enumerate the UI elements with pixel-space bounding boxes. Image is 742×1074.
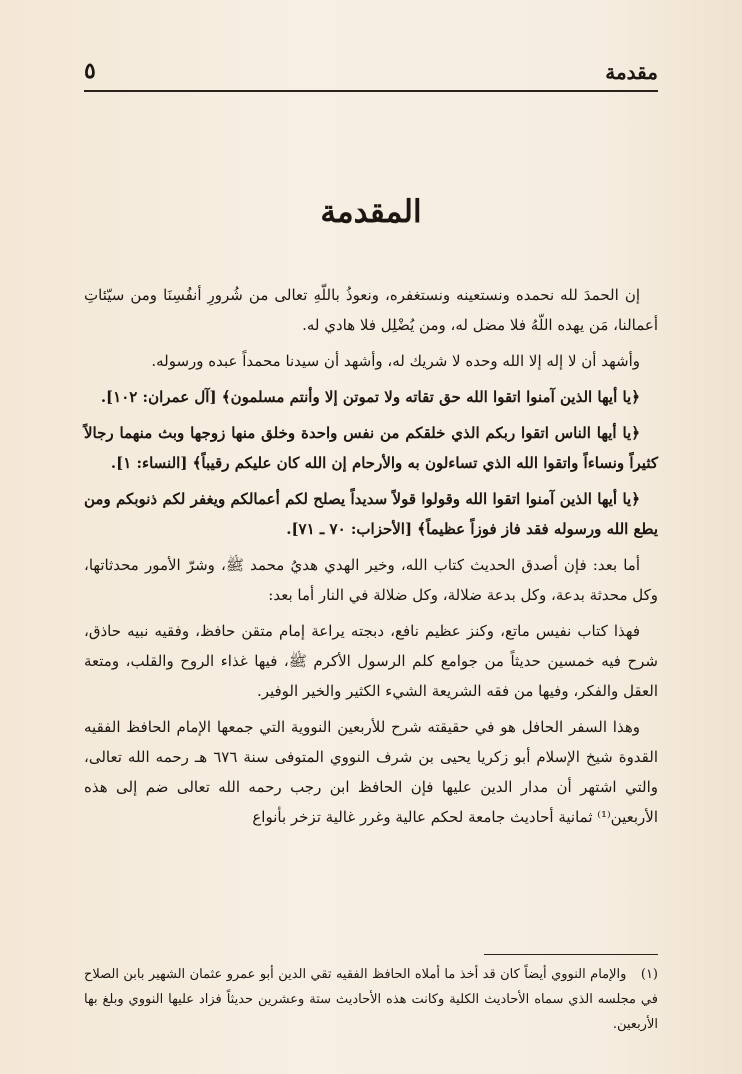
quran-verse-al-ahzab: ﴿يا أيها الذين آمنوا اتقوا الله وقولوا قولاً سديداً يصلح لكم أعمالكم ويغفر لكم ذنوبكم ومن يطع الله ورسوله فقد فاز فوزاً عظيماً﴾ [الأحزاب: ٧٠ ـ ٧١]. [84, 490, 658, 538]
footnote-marker: (١) [640, 967, 658, 982]
paragraph-arbaeen: وهذا السفر الحافل هو في حقيقته شرح للأربعين النووية التي جمعها الإمام الحافظ الفقيه القدوة شيخ الإسلام أبو زكريا يحيى بن شرف النووي المتوفى سنة ٦٧٦ هـ رحمه الله تعالى، والتي اشتهر أن مدار الدين عليها فإن الحافظ ابن رجب رحمه الله تعالى ضم إلى هذه الأربعين⁽¹⁾ ثمانية أحاديث جامعة لحكم عالية وغرر غالية تزخر بأنواع [84, 718, 659, 826]
paragraph-amma-bad: أما بعد: فإن أصدق الحديث كتاب الله، وخير الهدي هديُ محمد ﷺ، وشرّ الأمور محدثاتها، وكل محدثة بدعة، وكل بدعة ضلالة، وكل ضلالة في النار أما بعد: [84, 556, 658, 604]
footnote [84, 962, 658, 1037]
quran-verse-an-nisa: ﴿يا أيها الناس اتقوا ربكم الذي خلقكم من نفس واحدة وخلق منها زوجها وبث منهما رجالاً كثيراً ونساءاً واتقوا الله الذي تساءلون به والأرحام إن الله كان عليكم رقيباً﴾ [النساء: ١]. [84, 424, 658, 472]
paragraph-opening-praise: إن الحمدَ لله نحمده ونستعينه ونستغفره، ونعوذُ باللّهِ تعالى من شُرورِ أنفُسِنَا ومن سيّئاتِ أعمالنا، مَن يهده اللّهُ فلا مضل له، ومن يُضْلِل فلا هادي له. [84, 286, 658, 334]
chapter-title: المقدمة [320, 194, 422, 230]
quran-verse-al-imran: ﴿يا أيها الذين آمنوا اتقوا الله حق تقاته ولا تموتن إلا وأنتم مسلمون﴾ [آل عمران: ١٠٢]. [100, 388, 640, 406]
main-text [84, 280, 658, 838]
page-header [84, 54, 658, 92]
footnote-text: والإمام النووي أيضاً كان قد أخذ ما أملاه الحافظ الفقيه تقي الدين أبو عمرو عثمان الشهير بابن الصلاح في مجلسه الذي سماه الأحاديث الكلية وكانت هذه الأحاديث ستة وعشرين حديثاً فزاد عليها النووي وبلغ بها الأربعين. [84, 967, 658, 1032]
running-title: مقدمة [605, 60, 658, 84]
paragraph-book-description: فهذا كتاب نفيس ماتع، وكنز عظيم نافع، دبجته يراعة إمام متقن حافظ، وفقيه نبيه حاذق، شرح فيه خمسين حديثاً من جوامع كلم الرسول الأكرم ﷺ، فيها غذاء الروح والقلب، ومتعة العقل والفكر، وفيها من فقه الشريعة الشيء الكثير والخير الوفير. [84, 622, 658, 700]
paragraph-shahada: وأشهد أن لا إله إلا الله وحده لا شريك له، وأشهد أن سيدنا محمداً عبده ورسوله. [151, 352, 640, 370]
footnote-separator [484, 954, 658, 955]
page-number: ٥ [84, 58, 96, 84]
